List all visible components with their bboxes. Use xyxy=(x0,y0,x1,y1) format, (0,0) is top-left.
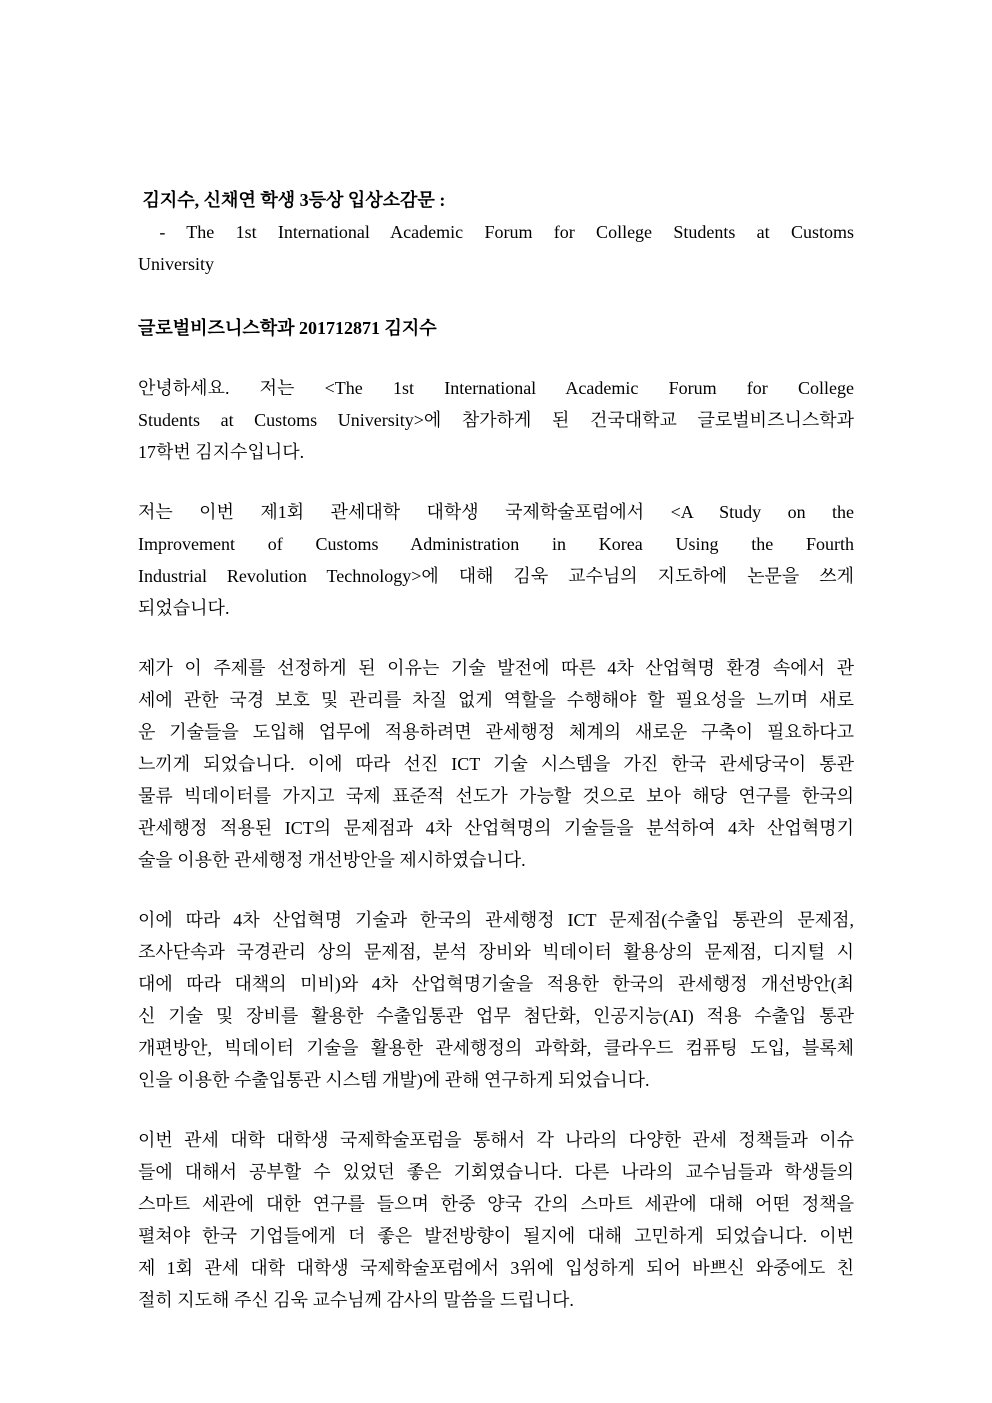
text-line: 물류 빅데이터를 가지고 국제 표준적 선도가 가능할 것으로 보아 해당 연구를 한국의 xyxy=(138,786,854,806)
text-line: 이에 따라 4차 산업혁명 기술과 한국의 관세행정 ICT 문제점(수출입 통관의 문제점, xyxy=(138,910,854,930)
text-line: 이번 관세 대학 대학생 국제학술포럼을 통해서 각 나라의 다양한 관세 정책들과 이슈 xyxy=(138,1130,854,1150)
award-subtitle xyxy=(138,216,854,280)
text-line: University xyxy=(138,254,214,274)
text-line: - The 1st International Academic Forum for College Students at Customs xyxy=(138,222,854,242)
paragraph-closing-thanks xyxy=(138,1124,854,1316)
text-line: 들에 대해서 공부할 수 있었던 좋은 기회였습니다. 다른 나라의 교수님들과 학생들의 xyxy=(138,1162,854,1182)
text-line: 세에 관한 국경 보호 및 관리를 차질 없게 역할을 수행해야 할 필요성을 느끼며 새로 xyxy=(138,690,854,710)
text-line: 느끼게 되었습니다. 이에 따라 선진 ICT 기술 시스템을 가진 한국 관세당국이 통관 xyxy=(138,754,854,774)
text-line: 조사단속과 국경관리 상의 문제점, 분석 장비와 빅데이터 활용상의 문제점, 디지털 시 xyxy=(138,942,854,962)
text-line: 신 기술 및 장비를 활용한 수출입통관 업무 첨단화, 인공지능(AI) 적용 수출입 통관 xyxy=(138,1006,854,1026)
paragraph-thesis-intro xyxy=(138,496,854,624)
text-line: 운 기술들을 도입해 업무에 적용하려면 관세행정 체계의 새로운 구축이 필요하다고 xyxy=(138,722,854,742)
text-line: 안녕하세요. 저는 <The 1st International Academic Forum for College xyxy=(138,378,854,398)
author-line xyxy=(138,312,854,344)
text-line: 제가 이 주제를 선정하게 된 이유는 기술 발전에 따른 4차 산업혁명 환경 속에서 관 xyxy=(138,658,854,678)
document-content xyxy=(138,184,854,1344)
text-line: 대에 따라 대책의 미비)와 4차 산업혁명기술을 적용한 한국의 관세행정 개선방안(최 xyxy=(138,974,854,994)
text-line: 인을 이용한 수출입통관 시스템 개발)에 관해 연구하게 되었습니다. xyxy=(138,1070,650,1090)
text-line: Industrial Revolution Technology>에 대해 김욱 교수님의 지도하에 논문을 쓰게 xyxy=(138,566,854,586)
text-line: 스마트 세관에 대한 연구를 들으며 한중 양국 간의 스마트 세관에 대해 어떤 정책을 xyxy=(138,1194,854,1214)
text-line: 제 1회 관세 대학 대학생 국제학술포럼에서 3위에 입성하게 되어 바쁘신 와중에도 친 xyxy=(138,1258,854,1278)
text-line: 김지수, 신채연 학생 3등상 입상소감문 : xyxy=(138,190,446,210)
text-line: 글로벌비즈니스학과 201712871 김지수 xyxy=(138,318,437,338)
text-line: 17학번 김지수입니다. xyxy=(138,442,305,462)
text-line: 펼쳐야 한국 기업들에게 더 좋은 발전방향이 될지에 대해 고민하게 되었습니다. 이번 xyxy=(138,1226,854,1246)
paragraph-topic-reason xyxy=(138,652,854,876)
text-line: 개편방안, 빅데이터 기술을 활용한 관세행정의 과학화, 클라우드 컴퓨팅 도입, 블록체 xyxy=(138,1038,854,1058)
text-line: 되었습니다. xyxy=(138,598,230,618)
text-line: 저는 이번 제1회 관세대학 대학생 국제학술포럼에서 <A Study on the xyxy=(138,502,854,522)
text-line: Students at Customs University>에 참가하게 된 건국대학교 글로벌비즈니스학과 xyxy=(138,410,854,430)
text-line: 절히 지도해 주신 김욱 교수님께 감사의 말씀을 드립니다. xyxy=(138,1290,574,1310)
paragraph-greeting xyxy=(138,372,854,468)
paragraph-research-scope xyxy=(138,904,854,1096)
award-title xyxy=(138,184,854,216)
text-line: Improvement of Customs Administration in Korea Using the Fourth xyxy=(138,534,854,554)
text-line: 관세행정 적용된 ICT의 문제점과 4차 산업혁명의 기술들을 분석하여 4차 산업혁명기 xyxy=(138,818,854,838)
text-line: 술을 이용한 관세행정 개선방안을 제시하였습니다. xyxy=(138,850,526,870)
